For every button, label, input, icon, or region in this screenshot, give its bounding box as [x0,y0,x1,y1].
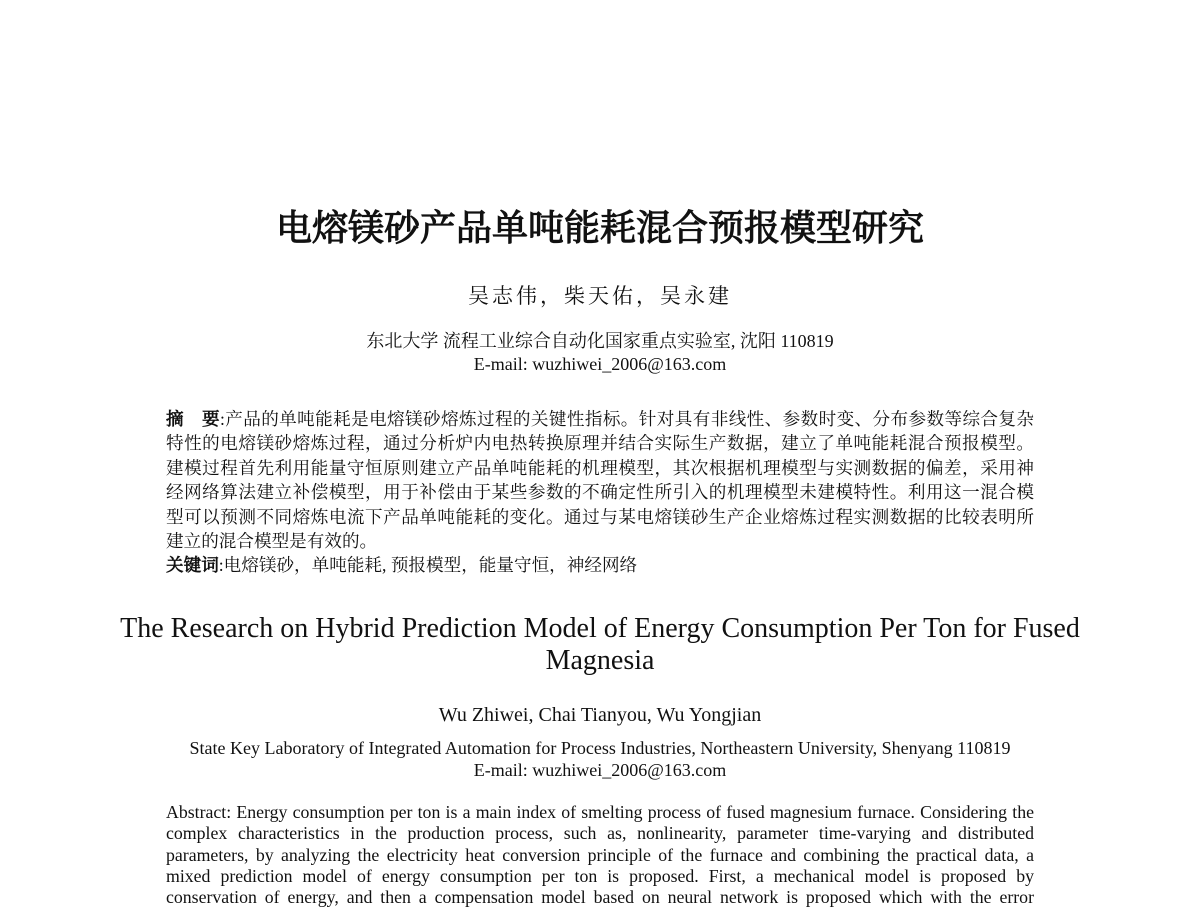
en-abstract-line: complex characteristics in the production process, such as, nonlinearity, parameter time-varying and distributed [166,823,1034,844]
cn-keywords-text: :电熔镁砂，单吨能耗, 预报模型，能量守恒，神经网络 [218,555,638,576]
cn-authors: 吴志伟，柴天佑，吴永建 [468,285,732,308]
en-abstract-region [166,802,1034,908]
cn-title: 电熔镁砂产品单吨能耗混合预报模型研究 [275,207,924,248]
cn-abstract-label: 摘 要 [166,409,220,429]
cn-abstract-line [166,407,1034,431]
en-authors: Wu Zhiwei, Chai Tianyou, Wu Yongjian [438,704,762,726]
cn-affiliation-block [0,330,1200,376]
cn-abstract [166,407,1034,578]
en-abstract-line: parameters, by analyzing the electricity heat conversion principle of the furnace and combining the practical data, a [166,844,1034,865]
en-affiliation-block [0,738,1200,781]
cn-keywords [166,553,1034,577]
cn-abstract-text: :产品的单吨能耗是电熔镁砂熔炼过程的关键性指标。针对具有非线性、参数时变、分布参数等综合复杂 [219,409,1034,429]
cn-abstract-line: 建立的混合模型是有效的。 [166,530,378,551]
en-abstract-line: conservation of energy, and then a compensation model based on neural network is proposed which with the error [166,887,1034,908]
en-email: E-mail: wuzhiwei_2006@163.com [473,759,727,780]
en-abstract [166,802,1034,908]
cn-affiliation: 东北大学 流程工业综合自动化国家重点实验室, 沈阳 110819 [366,331,834,351]
cn-abstract-line: 建模过程首先利用能量守恒原则建立产品单吨能耗的机理模型，其次根据机理模型与实测数据的偏差，采用神 [166,457,1034,478]
en-title: The Research on Hybrid Prediction Model of Energy Consumption Per Ton for Fused Magnesia [120,613,1080,676]
cn-abstract-line: 经网络算法建立补偿模型，用于补偿由于某些参数的不确定性所引入的机理模型未建模特性。利用这一混合模 [166,482,1034,503]
cn-abstract-line: 特性的电熔镁砂熔炼过程，通过分析炉内电热转换原理并结合实际生产数据，建立了单吨能耗混合预报模型。 [166,433,1034,454]
en-affiliation: State Key Laboratory of Integrated Automation for Process Industries, Northeastern University, Shenyang 110819 [189,738,1011,758]
en-abstract-line: mixed prediction model of energy consumption per ton is proposed. First, a mechanical model is proposed by [166,865,1034,886]
cn-keywords-label: 关键词 [166,555,219,576]
en-abstract-line: Abstract: Energy consumption per ton is a main index of smelting process of fused magnesium furnace. Considering the [166,802,1034,822]
cn-abstract-line: 型可以预测不同熔炼电流下产品单吨能耗的变化。通过与某电熔镁砂生产企业熔炼过程实测数据的比较表明所 [166,506,1034,527]
cn-email: E-mail: wuzhiwei_2006@163.com [473,354,727,374]
